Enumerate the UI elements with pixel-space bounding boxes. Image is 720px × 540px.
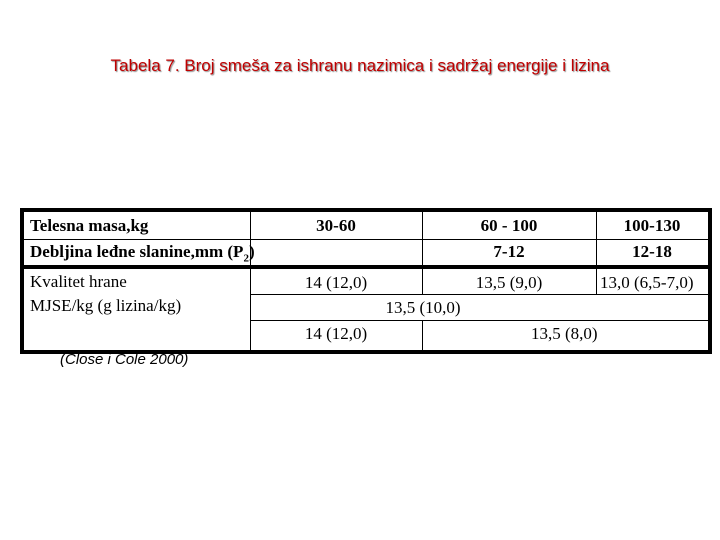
header-weight-100-130: 100-130 <box>623 216 681 235</box>
header-weight-30-60: 30-60 <box>316 216 356 235</box>
value-r3-c1: 14 (12,0) <box>304 324 368 343</box>
body-label-quality: Kvalitet hrane <box>30 272 127 291</box>
value-r1-c2: 13,5 (9,0) <box>475 273 543 292</box>
value-r3-c2: 13,5 (8,0) <box>531 324 598 343</box>
header-backfat-subscript: 2 <box>243 252 249 265</box>
header-weight-60-100: 60 - 100 <box>480 216 538 235</box>
header-backfat-text: Debljina leđne slanine,mm (P <box>30 242 244 261</box>
data-table <box>20 208 712 354</box>
header-backfat-end: ) <box>248 242 255 261</box>
value-r2-span: 13,5 (10,0) <box>385 298 461 317</box>
row-divider <box>250 320 708 321</box>
row-divider <box>250 294 708 295</box>
table-caption: Tabela 7. Broj smeša za ishranu nazimica i sadržaj energije i lizina <box>110 56 610 75</box>
row-divider <box>24 239 708 240</box>
header-backfat-12-18: 12-18 <box>632 242 672 261</box>
header-backfat-7-12: 7-12 <box>493 242 525 261</box>
header-backfat-label <box>30 241 255 269</box>
body-label-energy: MJSE/kg (g lizina/kg) <box>30 296 182 315</box>
column-divider <box>422 320 423 350</box>
source-note: (Close i Cole 2000) <box>60 351 189 368</box>
value-r1-c1: 14 (12,0) <box>304 273 368 292</box>
header-weight-label: Telesna masa,kg <box>30 216 149 235</box>
value-r1-c3: 13,0 (6,5-7,0) <box>600 273 694 292</box>
